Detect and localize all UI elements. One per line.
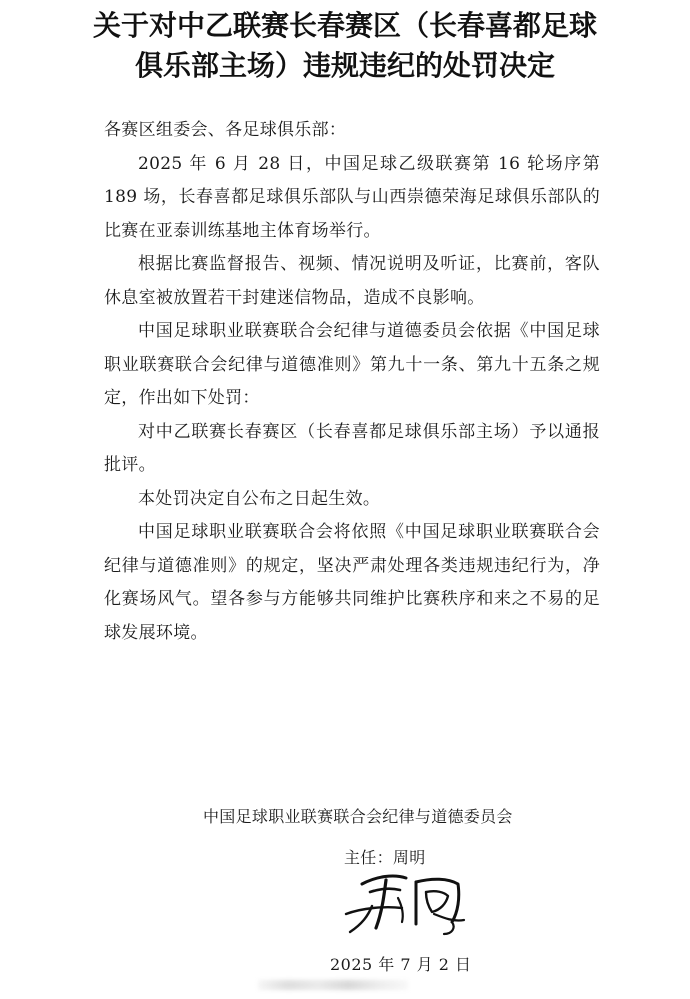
title-line-2: 俱乐部主场）违规违纪的处罚决定 bbox=[134, 49, 555, 82]
salutation: 各赛区组委会、各足球俱乐部： bbox=[104, 120, 347, 140]
paragraph-closing: 中国足球职业联赛联合会将依照《中国足球职业联赛联合会纪律与道德准则》的规定，坚决严肃处理各类违规违纪行为，净化赛场风气。望各参与方能够共同维护比赛秩序和来之不易的足球发展环境。 bbox=[104, 522, 600, 643]
title-line-1: 关于对中乙联赛长春赛区（长春喜都足球 bbox=[92, 9, 597, 42]
watermark-blur bbox=[258, 980, 408, 990]
document-body bbox=[104, 114, 600, 650]
chair-line: 主任：周明 bbox=[344, 848, 426, 867]
paragraph-penalty: 对中乙联赛长春赛区（长春喜都足球俱乐部主场）予以通报批评。 bbox=[104, 421, 600, 475]
document-title bbox=[0, 6, 690, 86]
handwritten-signature bbox=[332, 862, 482, 940]
paragraph-incident: 2025 年 6 月 28 日，中国足球乙级联赛第 16 轮场序第 189 场，长春喜都足球俱乐部队与山西崇德荣海足球俱乐部队的比赛在亚泰训练基地主体育场举行。 bbox=[104, 153, 600, 241]
paragraph-findings: 根据比赛监督报告、视频、情况说明及听证，比赛前，客队休息室被放置若干封建迷信物品，造成不良影响。 bbox=[104, 254, 600, 308]
paragraph-basis: 中国足球职业联赛联合会纪律与道德委员会依据《中国足球职业联赛联合会纪律与道德准则》第九十一条、第九十五条之规定，作出如下处罚： bbox=[104, 321, 600, 408]
paragraph-effective: 本处罚决定自公布之日起生效。 bbox=[138, 488, 381, 509]
committee-name: 中国足球职业联赛联合会纪律与道德委员会 bbox=[203, 807, 513, 826]
issue-date: 2025 年 7 月 2 日 bbox=[330, 955, 472, 974]
